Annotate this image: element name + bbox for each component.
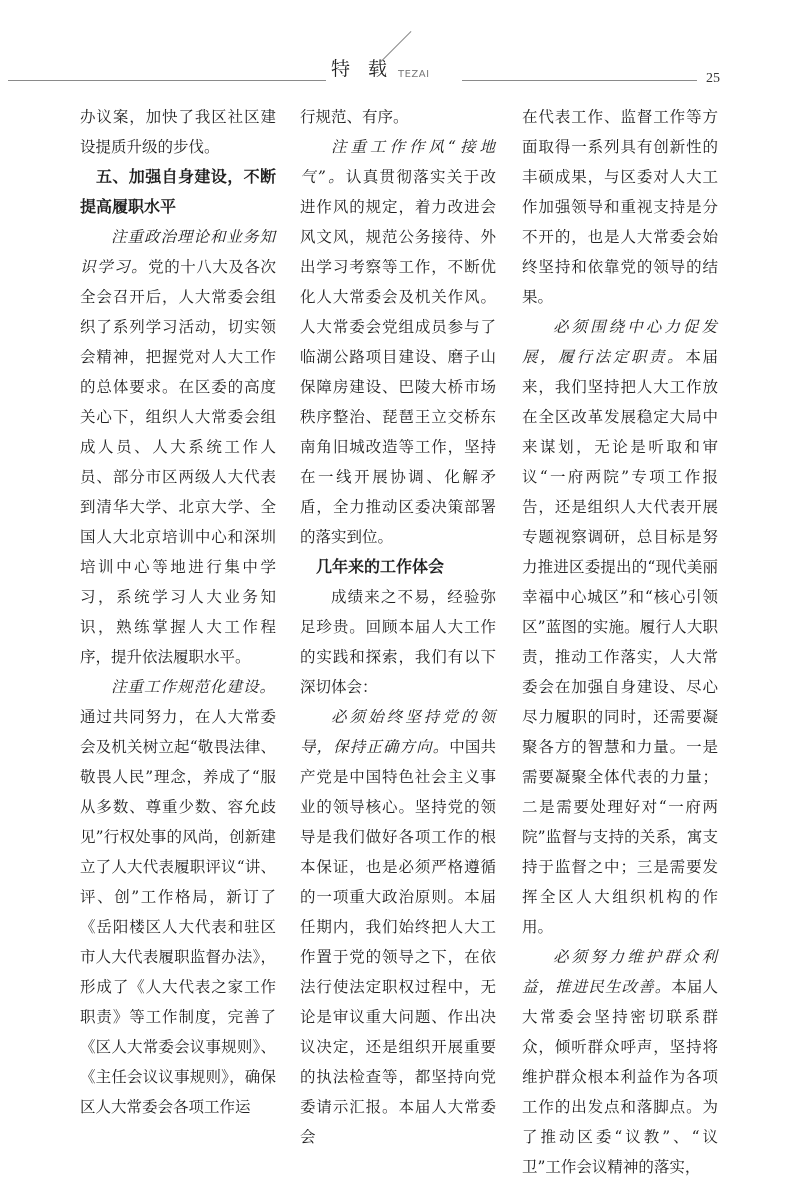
paragraph-lead: 必须围绕中心力促发展，履行法定职责。	[522, 318, 718, 366]
paragraph: 成绩来之不易，经验弥足珍贵。回顾本届人大工作的实践和探索，我们有以下深切体会：	[300, 588, 496, 696]
page-number: 25	[706, 71, 720, 86]
paragraph-lead: 必须努力维护群众利益，推进民生改善。	[522, 948, 718, 996]
paragraph	[522, 942, 718, 1182]
paragraph-lead: 必须始终坚持党的领导，保持正确方向。	[300, 708, 496, 756]
paragraph-lead: 注重工作规范化建设。	[111, 678, 277, 696]
section-heading: 几年来的工作体会	[316, 557, 445, 576]
paragraph-body: 本届来，我们坚持把人大工作放在全区改革发展稳定大局中来谋划，无论是听取和审议“一府两院”专项工作报告，还是组织人大代表开展专题视察调研，总目标是努力推进区委提出的“现代美丽幸福中心城区”和“核心引领区”蓝图的实施。履行人大职责，推动工作落实，人大常委会在加强自身建设、尽心尽力履职的同时，还需要凝聚各方的智慧和力量。一是需要凝聚全体代表的力量；二是需要处理好对“一府两院”监督与支持的关系，寓支持于监督之中；三是需要发挥全区人大组织机构的作用。	[522, 348, 718, 936]
header-rule-left	[8, 80, 326, 81]
paragraph: 在代表工作、监督工作等方面取得一系列具有创新性的丰硕成果，与区委对人大工作加强领导和重视支持是分不开的，也是人大常委会始终坚持和依靠党的领导的结果。	[522, 108, 718, 306]
paragraph	[80, 222, 276, 672]
section-subtitle: TEZAI	[398, 69, 430, 80]
paragraph-body: 中国共产党是中国特色社会主义事业的领导核心。坚持党的领导是我们做好各项工作的根本保证，也是必须严格遵循的一项重大政治原则。本届任期内，我们始终把人大工作置于党的领导之下，在依法行使法定职权过程中，无论是审议重大问题、作出决议决定，还是组织开展重要的执法检查等，都坚持向党委请示汇报。本届人大常委会	[300, 738, 496, 1146]
page-header	[0, 0, 793, 100]
paragraph-body: 通过共同努力，在人大常委会及机关树立起“敬畏法律、敬畏人民”理念，养成了“服从多数、尊重少数、容允歧见”行权处事的风尚，创新建立了人大代表履职评议“讲、评、创”工作格局，新订了《岳阳楼区人大代表和驻区市人大代表履职监督办法》，形成了《人大代表之家工作职责》等工作制度，完善了《区人大常委会议事规则》、《主任会议议事规则》，确保区人大常委会各项工作运	[80, 708, 276, 1116]
text-column-3	[522, 102, 718, 1182]
section-title: 特 载	[331, 58, 394, 80]
paragraph-lead: 注重政治理论和业务知识学习。	[80, 228, 277, 276]
paragraph	[300, 702, 496, 1152]
header-rule-right	[462, 80, 697, 81]
paragraph-body: 本届人大常委会坚持密切联系群众，倾听群众呼声，坚持将维护群众根本利益作为各项工作的出发点和落脚点。为了推动区委“议教”、“议卫”工作会议精神的落实，	[522, 978, 718, 1176]
header-slash-divider	[380, 31, 412, 63]
paragraph: 行规范、有序。	[300, 108, 409, 126]
text-column-1	[80, 102, 276, 1122]
paragraph	[522, 312, 718, 942]
paragraph-body: 党的十八大及各次全会召开后，人大常委会组织了系列学习活动，切实领会精神，把握党对人大工作的总体要求。在区委的高度关心下，组织人大常委会组成人员、人大系统工作人员、部分市区两级人大代表到清华大学、北京大学、全国人大北京培训中心和深圳培训中心等地进行集中学习，系统学习人大业务知识，熟练掌握人大工作程序，提升依法履职水平。	[80, 258, 276, 666]
paragraph-body: 认真贯彻落实关于改进作风的规定，着力改进会风文风，规范公务接待、外出学习考察等工作，不断优化人大常委会及机关作风。人大常委会党组成员参与了临湖公路项目建设、磨子山保障房建设、巴陵大桥市场秩序整治、琵琶王立交桥东南角旧城改造等工作，坚持在一线开展协调、化解矛盾，全力推动区委决策部署的落实到位。	[300, 168, 496, 546]
paragraph: 办议案，加快了我区社区建设提质升级的步伐。	[80, 108, 276, 156]
paragraph-lead: 注重工作作风“接地气”。	[300, 138, 496, 186]
text-column-2	[300, 102, 496, 1152]
paragraph	[300, 132, 496, 552]
section-heading: 五、加强自身建设，不断提高履职水平	[80, 167, 276, 216]
paragraph	[80, 672, 276, 1122]
